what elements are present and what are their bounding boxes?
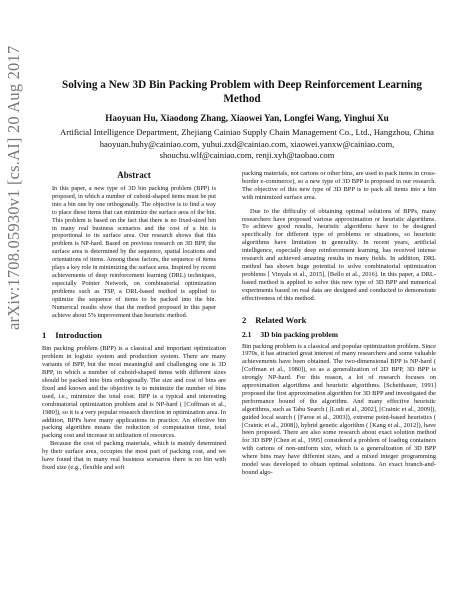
section-number: 2 — [242, 314, 247, 325]
intro-paragraph: Due to the difficulty of obtaining optimal solutions of BPPs, many researchers have proposed various approximation or heuristic algorithms. To achieve good results, heuristic algorithms have to be designed specifically for different type of problems or situations, so heuristic algorithms have limitation in generality. In recent years, artificial intelligence, especially deep reinforcement learning, has received intense research and achieved amazing results in many fields. In addition, DRL method has shown huge potential to solve combinatorial optimization problems [ Vinyals et al., 2015], [Bello et al., 2016]. In this paper, a DRL-based method is applied to solve this new type of 3D BPP and numerical experiments based on real data are designed and conducted to demonstrate effectiveness of this method. — [242, 207, 436, 302]
section-number: 1 — [42, 330, 47, 341]
subsection-heading — [242, 330, 436, 339]
subsection-number: 2.1 — [242, 329, 252, 339]
section-title: Related Work — [255, 314, 307, 325]
paper-title: Solving a New 3D Bin Packing Problem with Deep Reinforcement Learning Method — [61, 79, 423, 105]
affiliation-block — [40, 127, 454, 162]
affiliation-line: Artificial Intelligence Department, Zhejiang Cainiao Supply Chain Management Co., Ltd., Hangzhou, China — [60, 127, 434, 137]
author-list: Haoyuan Hu, Xiaodong Zhang, Xiaowei Yan, Longfei Wang, Yinghui Xu — [105, 113, 389, 123]
intro-paragraph: Bin packing problem (BPP) is a classical and important optimization problem in logistic system and production system. There are many variants of BPP, but the most meaningful and challenging one is 3D BPP, in which a number of cuboid-shaped items with different sizes should be packed into bins orthogonally. The size and cost of bins are fixed and known and the objective is to minimize the number of bins used, i.e., minimize the total cost. BPP is a typical and interesting combinatorial optimization problem and is NP-hard ( [Coffman et al., 1980]), so it is a very popular research direction in optimization area. In addition, BPPs have many applications in practice. An effective bin packing algorithm means the reduction of computation time, total packing cost and increase in utilization of resources. — [42, 345, 226, 440]
abstract-heading: Abstract — [117, 170, 151, 180]
intro-continuation-paragraph: packing materials, not cartons or other bins, are used to pack items in cross-border e-commerce), so a new type of 3D BPP is proposed in our research. The objective of this new type of 3D BPP is to pack all items into a bin with minimized surface area. — [242, 170, 436, 201]
arxiv-stamp: arXiv:1708.05930v1 [cs.AI] 20 Aug 2017 — [4, 45, 23, 330]
section-heading-related-work — [242, 315, 436, 325]
email-line: shouchu.wlf@cainiao.com, renji.xyh@taobao.com — [159, 150, 335, 161]
intro-paragraph: Because the cost of packing materials, which is mainly determined by their surface area, occupies the most part of packing cost, and we have found that in many real business scenarios there is no bin with fixed size (e.g., flexible and soft — [42, 440, 226, 471]
section-heading-introduction — [42, 330, 226, 340]
subsection-title: 3D bin packing problem — [260, 329, 338, 339]
section-title: Introduction — [55, 330, 102, 341]
related-work-paragraph: Bin packing problem is a classical and popular optimization problem. Since 1970s, it has attracted great interest of many researchers and some valuable achievements have been obtained. The two-dimensional BPP is NP-hard ( [Coffman et al., 1980]), so as a generalization of 2D BPP, 3D BPP is strongly NP-hard. For this reason, a lot of research focuses on approximation algorithms and heuristic algorithms. [Scheithauer, 1991] proposed the first approximation algorithm for 3D BPP and investigated the performance bound of the algorithm. And many effective heuristic algorithms, such as Tabu Search ( [Lodi et al., 2002], [Crainic et al., 2009]), guided local search ( [Faroe et al., 2003]), extreme point-based heuristics ( [Crainic et al., 2008]), hybrid genetic algorithm ( [Kang et al., 2012]), have been proposed. There are also some research about exact solution method for 3D BPP [Chen et al., 1995] considered a problem of loading containers with cartons of non-uniform size, which is a generalization of 3D BPP where bins may have different sizes, and a mixed integer programming model was developed to obtain optimal solutions. An exact branch-and-bound algo- — [242, 342, 436, 476]
abstract-text: In this paper, a new type of 3D bin packing problem (BPP) is proposed, in which a number of cuboid-shaped items must be put into a bin one by one orthogonally. The objective is to find a way to place these items that can minimize the surface area of the bin. This problem is based on the fact that there is no fixed-sized bin in many real business scenarios and the cost of a bin is proportional to its surface area. Our research shows that this problem is NP-hard. Based on previous research on 3D BPP, the surface area is determined by the sequence, spatial locations and orientations of items. Among these factors, the sequence of items plays a key role in minimizing the surface area. Inspired by recent achievements of deep reinforcement learning (DRL) techniques, especially Pointer Network, on combinatorial optimization problems such as TSP, a DRL-based method is applied to optimize the sequence of items to be packed into the bin. Numerical results show that the method proposed in this paper achieve about 5% improvement than heuristic method. — [52, 185, 216, 319]
right-column — [242, 170, 436, 477]
left-column — [42, 170, 226, 472]
email-line: haoyuan.huhy@cainiao.com, yuhui.zxd@cainiao.com, xiaowei.yanxw@cainiao.com, — [99, 138, 395, 149]
